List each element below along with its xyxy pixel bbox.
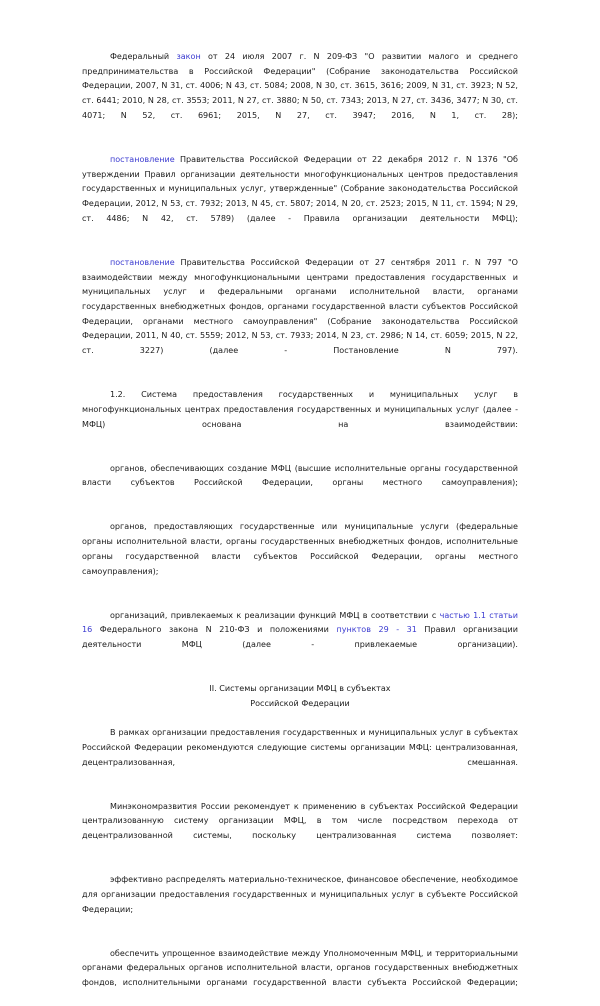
paragraph-involved-organizations [82, 609, 518, 668]
paragraph-text: Правил организации деятельности МФЦ (далее - привлекаемые организации). [82, 625, 518, 650]
paragraph-federal-law [82, 50, 518, 138]
paragraph-prefix: Федеральный [110, 52, 177, 61]
paragraph-text: Правительства Российской Федерации от 22 декабря 2012 г. N 1376 "Об утверждении Правил организации деятельности многофункциональных центров предоставления государственных и муниципальных услуг, утвержденные" (Собрание законодательства Российской Федерации, 2012, N 53, ст. 7932; 2013, N 45, ст. 5807; 2014, N 20, ст. 2523; 2015, N 11, ст. 1594; N 29, ст. 4486; N 42, ст. 5789) (далее - Правила организации деятельности МФЦ); [82, 154, 518, 223]
document-body [82, 50, 518, 1006]
paragraph-bodies-providing-services: органов, предоставляющих государственные или муниципальные услуги (федеральные органы исполнительной власти, органы государственных внебюджетных фондов, исполнительные органы государственной власти субъектов Российской Федерации, органы местного самоуправления); [82, 522, 518, 576]
article-16-link[interactable]: частью 1.1 статьи 16 [82, 610, 518, 635]
paragraph-effective-distribution: эффективно распределять материально-техническое, финансовое обеспечение, необходимое для организации предоставления государственных и муниципальных услуг в субъекте Российской Федерации; [82, 875, 518, 914]
paragraph-simplified-interaction: обеспечить упрощенное взаимодействие между Уполномоченным МФЦ, и территориальными органами федеральных органов исполнительной власти, органов государственных внебюджетных фондов, исполнительными органами государственной власти субъекта Российской Федерации; [82, 948, 518, 988]
paragraph-centralized-recommendation: Минэкономразвития России рекомендует к применению в субъектах Российской Федерации централизованную систему организации МФЦ, в том числе посредством перехода от децентрализованной системы, поскольку централизованная система позволяет: [82, 801, 518, 841]
paragraph-text: Федерального закона N 210-ФЗ и положениями [92, 625, 337, 635]
section-heading-line-1: II. Системы организации МФЦ в субъектах [209, 684, 391, 694]
paragraph-text: Правительства Российской Федерации от 27 сентября 2011 г. N 797 "О взаимодействии между многофункциональными центрами предоставления государственных и муниципальных услуг и федеральными органами исполнительной власти, органами государственных внебюджетных фондов, органами государственной власти субъектов Российской Федерации, органами местного самоуправления" (Собрание законодательства Российской Федерации, 2011, N 40, ст. 5559; 2012, N 53, ст. 7933; 2014, N 23, ст. 2986; N 14, ст. 6059; 2015, N 22, ст. 3227) (далее - Постановление N 797). [82, 257, 518, 356]
paragraph-prefix: организаций, привлекаемых к реализации функций МФЦ в соответствии с [110, 610, 440, 620]
law-link[interactable]: закон [176, 52, 201, 61]
paragraph-clause-1-2: 1.2. Система предоставления государственных и муниципальных услуг в многофункциональных центрах предоставления государственных и муниципальных услуг (далее - МФЦ) основана на взаимодействии: [82, 390, 518, 429]
paragraph-decree-1376 [82, 153, 518, 241]
paragraph-bodies-creating-mfc: органов, обеспечивающих создание МФЦ (высшие исполнительные органы государственной власти субъектов Российской Федерации, органы местного самоуправления); [82, 463, 518, 488]
section-heading-ii [82, 682, 518, 711]
items-29-31-link[interactable]: пунктов 29 - 31 [336, 625, 417, 635]
decree-link-1376[interactable]: постановление [110, 154, 175, 164]
paragraph-recommended-systems: В рамках организации предоставления государственных и муниципальных услуг в субъектах Российской Федерации рекомендуются следующие системы организации МФЦ: централизованная, децентрализованная, смешанная. [82, 728, 518, 767]
decree-link-797[interactable]: постановление [110, 257, 175, 267]
paragraph-text: от 24 июля 2007 г. N 209-ФЗ "О развитии малого и среднего предпринимательства в Российской Федерации" (Собрание законодательства Российской Федерации, 2007, N 31, ст. 4006; N 43, ст. 5084; 2008, N 30, ст. 3615, 3616; 2009, N 31, ст. 3923; N 52, ст. 6441; 2010, N 28, ст. 3553; 2011, N 27, ст. 3880; N 50, ст. 7343; 2013, N 27, ст. 3436, 3477; N 30, ст. 4071; N 52, ст. 6961; 2015, N 27, ст. 3947; 2016, N 1, ст. 28); [82, 52, 518, 120]
section-heading-line-2: Российской Федерации [250, 698, 350, 708]
paragraph-decree-797 [82, 256, 518, 374]
